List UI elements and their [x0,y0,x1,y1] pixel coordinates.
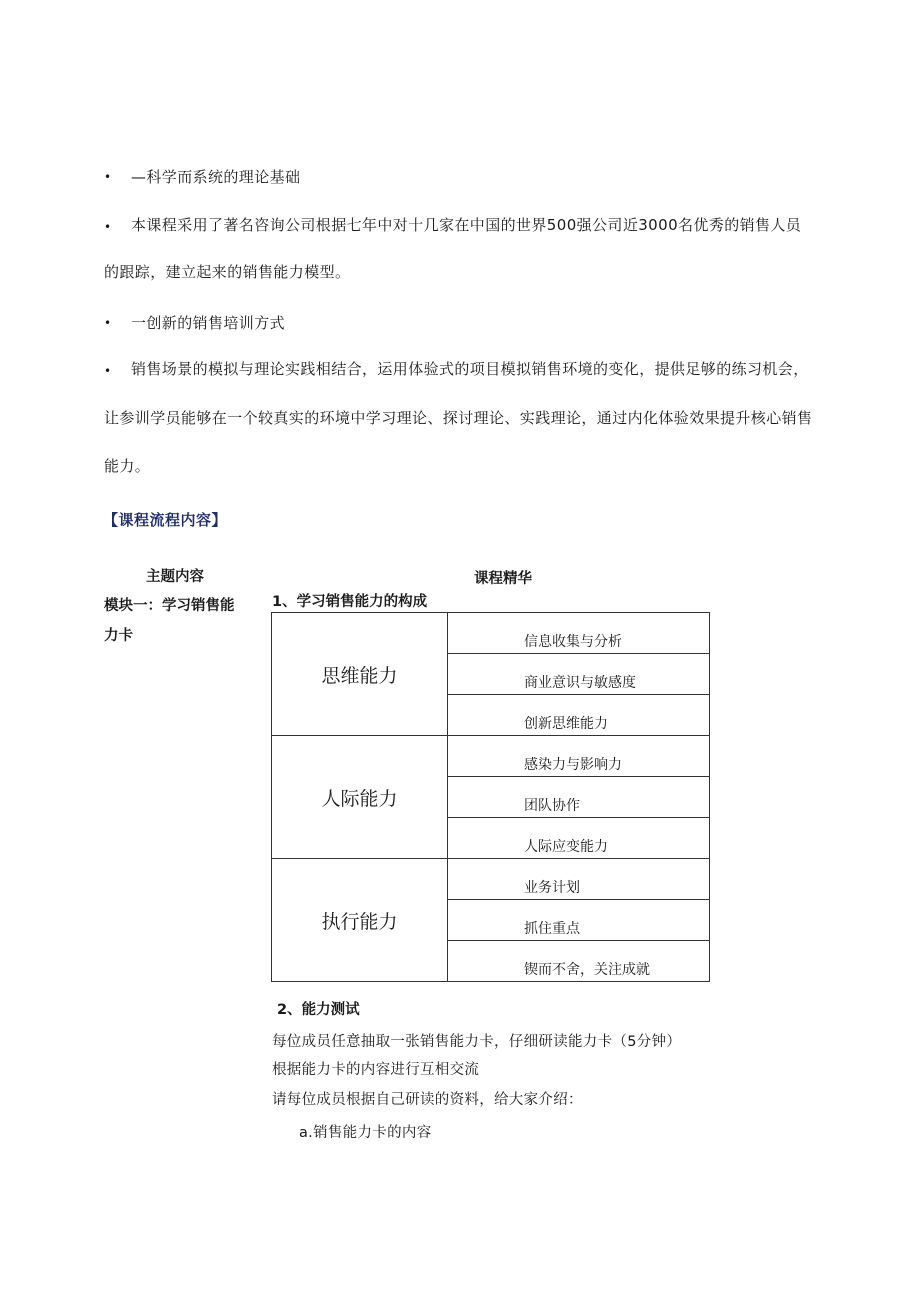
ability-item: 信息收集与分析 [448,613,710,654]
category-cell: 执行能力 [272,859,448,982]
ability-item: 锲而不舍，关注成就 [448,941,710,982]
ability-item: 业务计划 [448,859,710,900]
ability-item: 商业意识与敏感度 [448,654,710,695]
left-column-header: 主题内容 [146,569,204,585]
part2-line: 根据能力卡的内容进行互相交流 [272,1062,480,1078]
bullet-text-continued: 让参训学员能够在一个较真实的环境中学习理论、探讨理论、实践理论，通过内化体验效果提升核心销售 [104,409,813,427]
part2-title: 2、能力测试 [277,1002,360,1018]
module-title-continued: 力卡 [104,628,133,644]
section-heading: 【课程流程内容】 [103,511,228,529]
bullet-text: 一创新的销售培训方式 [131,314,286,332]
part2-sub-item: a.销售能力卡的内容 [299,1125,432,1141]
category-cell: 思维能力 [272,613,448,736]
module-title: 模块一：学习销售能 [104,598,235,614]
part1-title: 1、学习销售能力的构成 [272,594,428,610]
ability-table [271,612,710,982]
ability-item: 感染力与影响力 [448,736,710,777]
bullet-text: 本课程采用了著名咨询公司根据七年中对十几家在中国的世界500强公司近3000名优秀的销售人员 [131,216,802,234]
ability-item: 抓住重点 [448,900,710,941]
bullet-marker: • [104,364,112,378]
part2-line: 请每位成员根据自己研读的资料，给大家介绍： [272,1092,583,1108]
category-cell: 人际能力 [272,736,448,859]
right-column-header: 课程精华 [474,571,532,587]
table-row [272,859,710,900]
bullet-marker: • [104,170,112,184]
ability-item: 人际应变能力 [448,818,710,859]
bullet-text: —科学而系统的理论基础 [131,168,301,186]
part2-line: 每位成员任意抽取一张销售能力卡，仔细研读能力卡（5分钟） [272,1034,682,1050]
ability-item: 创新思维能力 [448,695,710,736]
bullet-marker: • [104,220,112,234]
bullet-text: 销售场景的模拟与理论实践相结合，运用体验式的项目模拟销售环境的变化，提供足够的练习机会， [131,360,809,378]
table-row [272,613,710,654]
bullet-text-continued: 能力。 [104,457,151,475]
table-row [272,736,710,777]
bullet-text-continued: 的跟踪，建立起来的销售能力模型。 [104,263,351,281]
ability-item: 团队协作 [448,777,710,818]
bullet-marker: • [104,316,112,330]
